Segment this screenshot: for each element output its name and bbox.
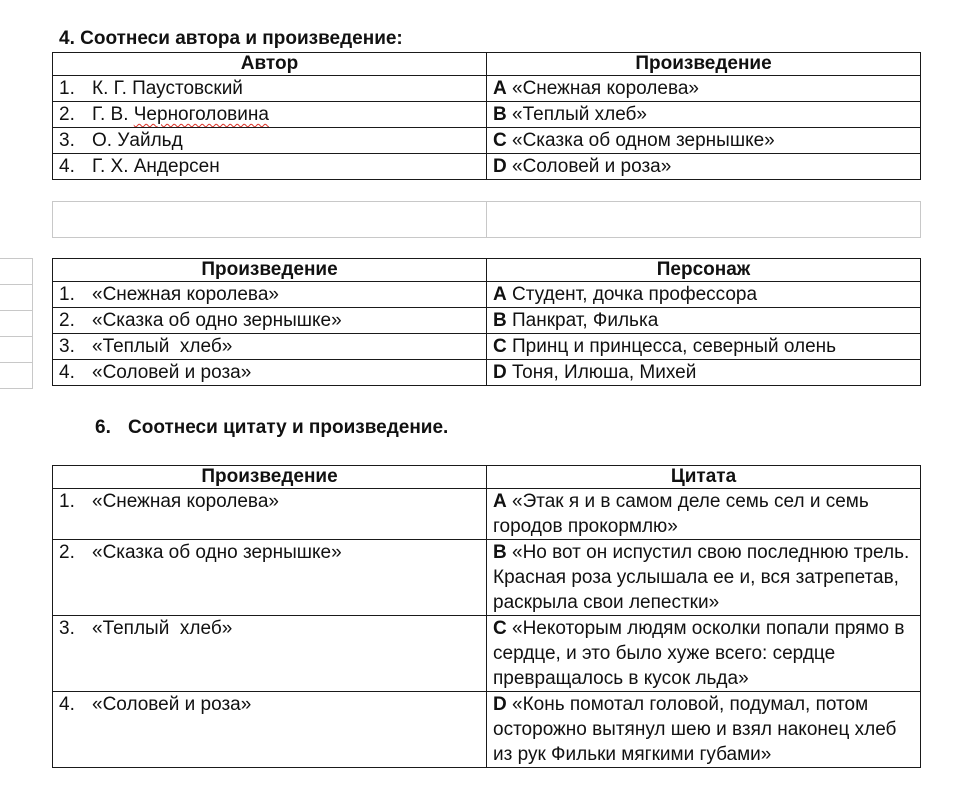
- quote-text: «Конь помотал головой, подумал, потом осторожно вытянул шею и взял наконец хлеб из рук Фильки мягкими губами»: [493, 694, 897, 765]
- row-number: 1.: [59, 284, 75, 305]
- answer-box-right: [487, 202, 920, 237]
- margin-cell: [0, 285, 32, 311]
- column-header-work: Произведение: [53, 466, 487, 489]
- work-title: «Соловей и роза»: [512, 156, 672, 177]
- option-letter: D: [493, 156, 507, 177]
- row-number: 3.: [59, 336, 75, 357]
- work-title: «Теплый хлеб»: [92, 618, 233, 639]
- column-header-author: Автор: [53, 53, 487, 76]
- author-name: К. Г. Паустовский: [92, 78, 243, 99]
- work-title: «Сказка об одно зернышке»: [92, 542, 342, 563]
- option-letter: D: [493, 694, 507, 715]
- work-quote-table: [52, 465, 921, 768]
- option-letter: A: [493, 284, 507, 305]
- answer-boxes: [52, 201, 921, 238]
- work-title: «Снежная королева»: [92, 491, 279, 512]
- work-title: «Сказка об одно зернышке»: [92, 310, 342, 331]
- table-row: [53, 308, 921, 334]
- quote-text: «Некоторым людям осколки попали прямо в сердце, и это было хуже всего: сердце превращалось в кусок льда»: [493, 618, 905, 689]
- row-number: 2.: [59, 104, 75, 125]
- row-number: 1.: [59, 78, 75, 99]
- answer-box-left: [53, 202, 487, 237]
- column-header-character: Персонаж: [487, 259, 921, 282]
- character-names: Тоня, Илюша, Михей: [512, 362, 697, 383]
- column-header-quote: Цитата: [487, 466, 921, 489]
- author-name: О. Уайльд: [92, 130, 183, 151]
- table-row: [53, 692, 921, 768]
- section-4-heading: 4. Соотнеси автора и произведение:: [59, 28, 403, 49]
- option-letter: B: [493, 104, 507, 125]
- margin-cell: [0, 311, 32, 337]
- author-name-prefix: Г. В.: [92, 104, 134, 125]
- table-row: [53, 76, 921, 102]
- author-name-misspelled: Черноголовина: [133, 104, 269, 125]
- character-names: Принц и принцесса, северный олень: [512, 336, 837, 357]
- table-header-row: [53, 259, 921, 282]
- row-number: 2.: [59, 310, 75, 331]
- row-number: 4.: [59, 694, 75, 715]
- work-title: «Снежная королева»: [512, 78, 699, 99]
- section-6-number: 6.: [95, 417, 111, 438]
- option-letter: A: [493, 78, 507, 99]
- table-row: [53, 154, 921, 180]
- work-title: «Сказка об одном зернышке»: [512, 130, 775, 151]
- option-letter: B: [493, 542, 507, 563]
- table-header-row: [53, 53, 921, 76]
- section-6-heading: [95, 417, 448, 439]
- table-row: [53, 540, 921, 616]
- row-number: 2.: [59, 542, 75, 563]
- margin-cell: [0, 337, 32, 363]
- option-letter: C: [493, 618, 507, 639]
- work-title: «Теплый хлеб»: [92, 336, 233, 357]
- margin-cell: [0, 363, 32, 388]
- option-letter: C: [493, 130, 507, 151]
- row-number: 4.: [59, 362, 75, 383]
- option-letter: B: [493, 310, 507, 331]
- table-row: [53, 360, 921, 386]
- work-title: «Теплый хлеб»: [512, 104, 648, 125]
- column-header-work: Произведение: [53, 259, 487, 282]
- character-names: Студент, дочка профессора: [512, 284, 758, 305]
- table-row: [53, 616, 921, 692]
- option-letter: A: [493, 491, 507, 512]
- option-letter: C: [493, 336, 507, 357]
- table-row: [53, 102, 921, 128]
- author-name: Г. Х. Андерсен: [92, 156, 220, 177]
- table-row: [53, 128, 921, 154]
- option-letter: D: [493, 362, 507, 383]
- row-number: 4.: [59, 156, 75, 177]
- author-work-table: [52, 52, 921, 180]
- table-row: [53, 282, 921, 308]
- work-title: «Снежная королева»: [92, 284, 279, 305]
- margin-cell: [0, 259, 32, 285]
- row-number: 3.: [59, 618, 75, 639]
- work-title: «Соловей и роза»: [92, 694, 252, 715]
- quote-text: «Этак я и в самом деле семь сел и семь городов прокормлю»: [493, 491, 869, 537]
- work-character-table: [52, 258, 921, 386]
- work-title: «Соловей и роза»: [92, 362, 252, 383]
- quote-text: «Но вот он испустил свою последнюю трель. Красная роза услышала ее и, вся затрепетав, раскрыла свои лепестки»: [493, 542, 910, 613]
- character-names: Панкрат, Филька: [512, 310, 659, 331]
- row-number: 3.: [59, 130, 75, 151]
- table-row: [53, 489, 921, 540]
- table-header-row: [53, 466, 921, 489]
- section-6-title: Соотнеси цитату и произведение.: [128, 417, 449, 438]
- table-row: [53, 334, 921, 360]
- column-header-work: Произведение: [487, 53, 921, 76]
- cropped-margin-table: [0, 258, 33, 389]
- row-number: 1.: [59, 491, 75, 512]
